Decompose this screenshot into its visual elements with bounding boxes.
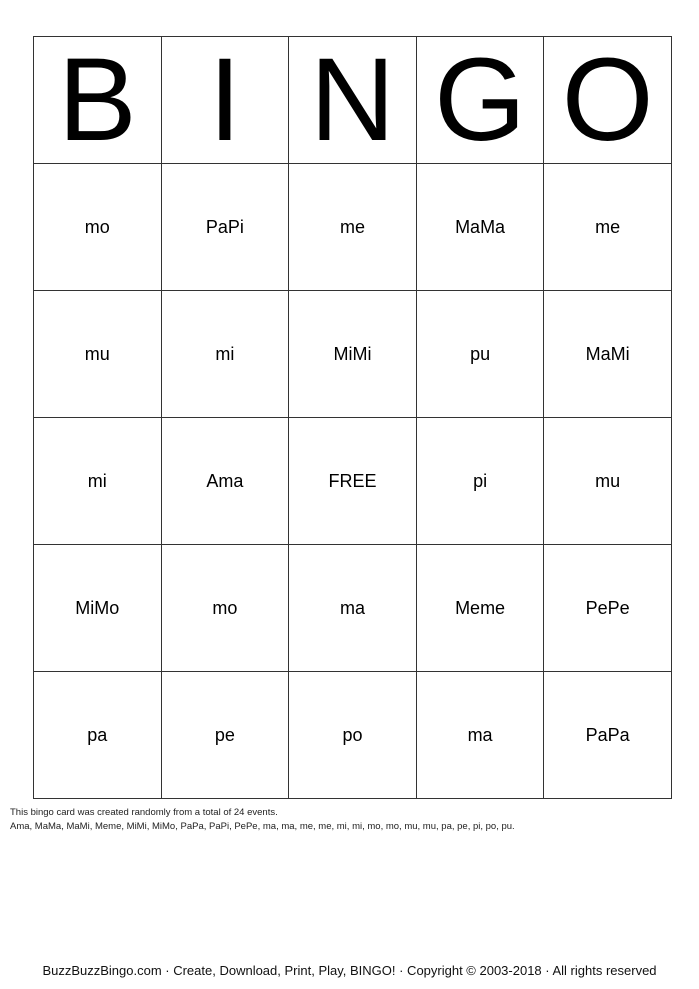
card-cell: pa	[34, 672, 162, 799]
card-row	[34, 164, 672, 291]
card-cell: mo	[161, 545, 289, 672]
header-letter-o: O	[544, 37, 672, 164]
card-cell: Meme	[416, 545, 544, 672]
card-cell: mi	[161, 291, 289, 418]
card-cell: mu	[34, 291, 162, 418]
card-cell: MaMa	[416, 164, 544, 291]
card-cell: me	[544, 164, 672, 291]
card-cell: PaPa	[544, 672, 672, 799]
card-cell: ma	[416, 672, 544, 799]
card-cell: pu	[416, 291, 544, 418]
card-cell: ma	[289, 545, 417, 672]
header-row	[34, 37, 672, 164]
card-info-text: This bingo card was created randomly from a total of 24 events.	[10, 807, 278, 818]
card-cell: pi	[416, 418, 544, 545]
event-list-text: Ama, MaMa, MaMi, Meme, MiMi, MiMo, PaPa, PaPi, PePe, ma, ma, me, me, mi, mi, mo, mo, mu, mu, pa, pe, pi, po, pu.	[10, 821, 515, 832]
header-letter-b: B	[34, 37, 162, 164]
card-cell: me	[289, 164, 417, 291]
header-letter-n: N	[289, 37, 417, 164]
card-cell: pe	[161, 672, 289, 799]
bingo-card	[33, 36, 672, 799]
card-row	[34, 418, 672, 545]
card-cell: MiMi	[289, 291, 417, 418]
card-cell: mo	[34, 164, 162, 291]
card-cell: PePe	[544, 545, 672, 672]
card-cell: MiMo	[34, 545, 162, 672]
card-cell: mi	[34, 418, 162, 545]
card-cell: po	[289, 672, 417, 799]
card-cell: MaMi	[544, 291, 672, 418]
card-cell: mu	[544, 418, 672, 545]
header-letter-i: I	[161, 37, 289, 164]
card-row	[34, 545, 672, 672]
card-row	[34, 672, 672, 799]
card-cell: PaPi	[161, 164, 289, 291]
free-space-cell: FREE	[289, 418, 417, 545]
card-cell: Ama	[161, 418, 289, 545]
header-letter-g: G	[416, 37, 544, 164]
card-row	[34, 291, 672, 418]
footer-text: BuzzBuzzBingo.com · Create, Download, Print, Play, BINGO! · Copyright © 2003-2018 · All rights reserved	[42, 963, 657, 978]
